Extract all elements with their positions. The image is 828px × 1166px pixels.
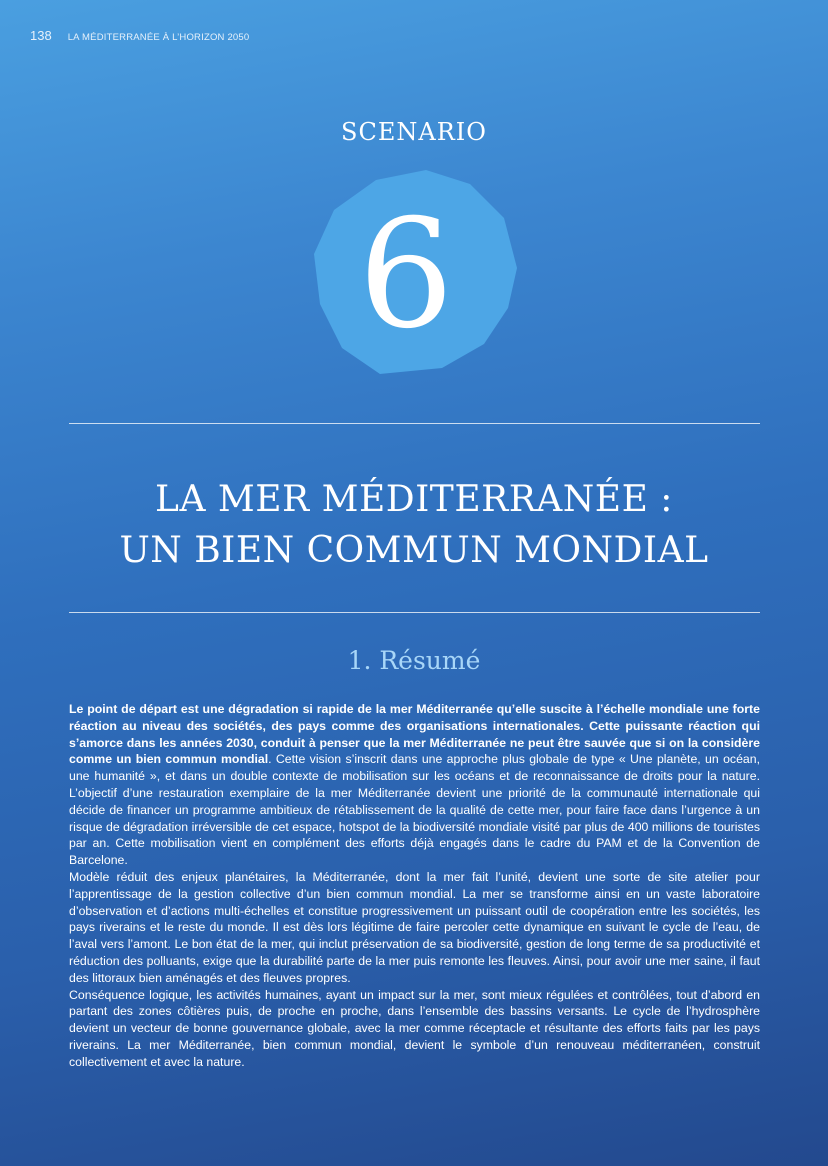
main-title-line-2: UN BIEN COMMUN MONDIAL	[119, 530, 709, 571]
paragraph-3: Conséquence logique, les activités humaines, ayant un impact sur la mer, sont mieux régulées et contrôlées, tout d’abord en partant des zones côtières puis, de proche en proche, dans l’ensemble des bassins versants. Le cycle de l’hydrosphère devient un vecteur de bonne gouvernance globale, avec la mer comme réceptacle et résultante des efforts faits par les pays riverains. La mer Méditerranée, bien commun mondial, devient le symbole d’un renouveau méditerranéen, construit collectivement et avec la nature.	[69, 987, 760, 1069]
paragraph-2: Modèle réduit des enjeux planétaires, la Méditerranée, dont la mer fait l’unité, devient une sorte de site atelier pour l’apprentissage de la gestion collective d’un bien commun mondial. La mer se transforme ainsi en un vaste laboratoire d’observation et d’actions multi-échelles et constitue progressivement un puissant outil de coopération entre les sociétés, les pays riverains et le reste du monde. Il est dès lors légitime de faire percoler cette dynamique en suivant le cycle de l’eau, de l’aval vers l’amont. Le bon état de la mer, qui inclut préservation de sa biodiversité, gestion de long terme de sa productivité et réduction des polluants, exige que la durabilité parte de la mer puis remonte les fleuves. Ainsi, pour avoir une mer saine, il faut des littoraux bien aménagés et des fleuves propres.	[69, 869, 760, 985]
summary-body	[69, 701, 760, 1071]
section-heading: 1. Résumé	[347, 646, 481, 675]
paragraph-1-bold-lead: Le point de départ est une dégradation si rapide de la mer Méditerranée qu’elle suscite à l’échelle mondiale une forte réaction au niveau des sociétés, des pays comme des organisations internationales. Cette puissante réaction qui s’amorce dans les années 2030, conduit à penser que la mer Méditerranée ne peut être sauvée que si on la considère comme un bien commun mondial	[69, 702, 760, 767]
running-title: LA MÉDITERRANÉE À L’HORIZON 2050	[67, 32, 250, 43]
main-title-line-1: LA MER MÉDITERRANÉE :	[155, 479, 673, 520]
running-header	[30, 28, 249, 43]
scenario-number: 6	[358, 188, 454, 362]
scenario-label: SCENARIO	[341, 118, 487, 146]
paragraph-1-rest: . Cette vision s’inscrit dans une approche plus globale de type « Une planète, un océan, une humanité », et dans un double contexte de mobilisation sur les océans et de reconnaissance de droits pour la nature. L’objectif d’une restauration exemplaire de la mer Méditerranée devient une priorité de la communauté internationale qui décide de financer un programme ambitieux de rétablissement de la qualité de cette mer, pour faire face dans l’urgence à un risque de dégradation irréversible de cet espace, hotspot de la biodiversité mondiale visité par plus de 400 millions de touristes par an. Cette mobilisation vient en complément des efforts déjà engagés dans le cadre du PAM et de la Convention de Barcelone.	[69, 752, 761, 868]
divider-bottom	[69, 612, 760, 613]
paragraph-1	[69, 701, 760, 869]
divider-top	[69, 423, 760, 424]
page-number: 138	[30, 28, 52, 43]
main-title	[0, 474, 828, 576]
scenario-number-badge	[312, 168, 518, 376]
